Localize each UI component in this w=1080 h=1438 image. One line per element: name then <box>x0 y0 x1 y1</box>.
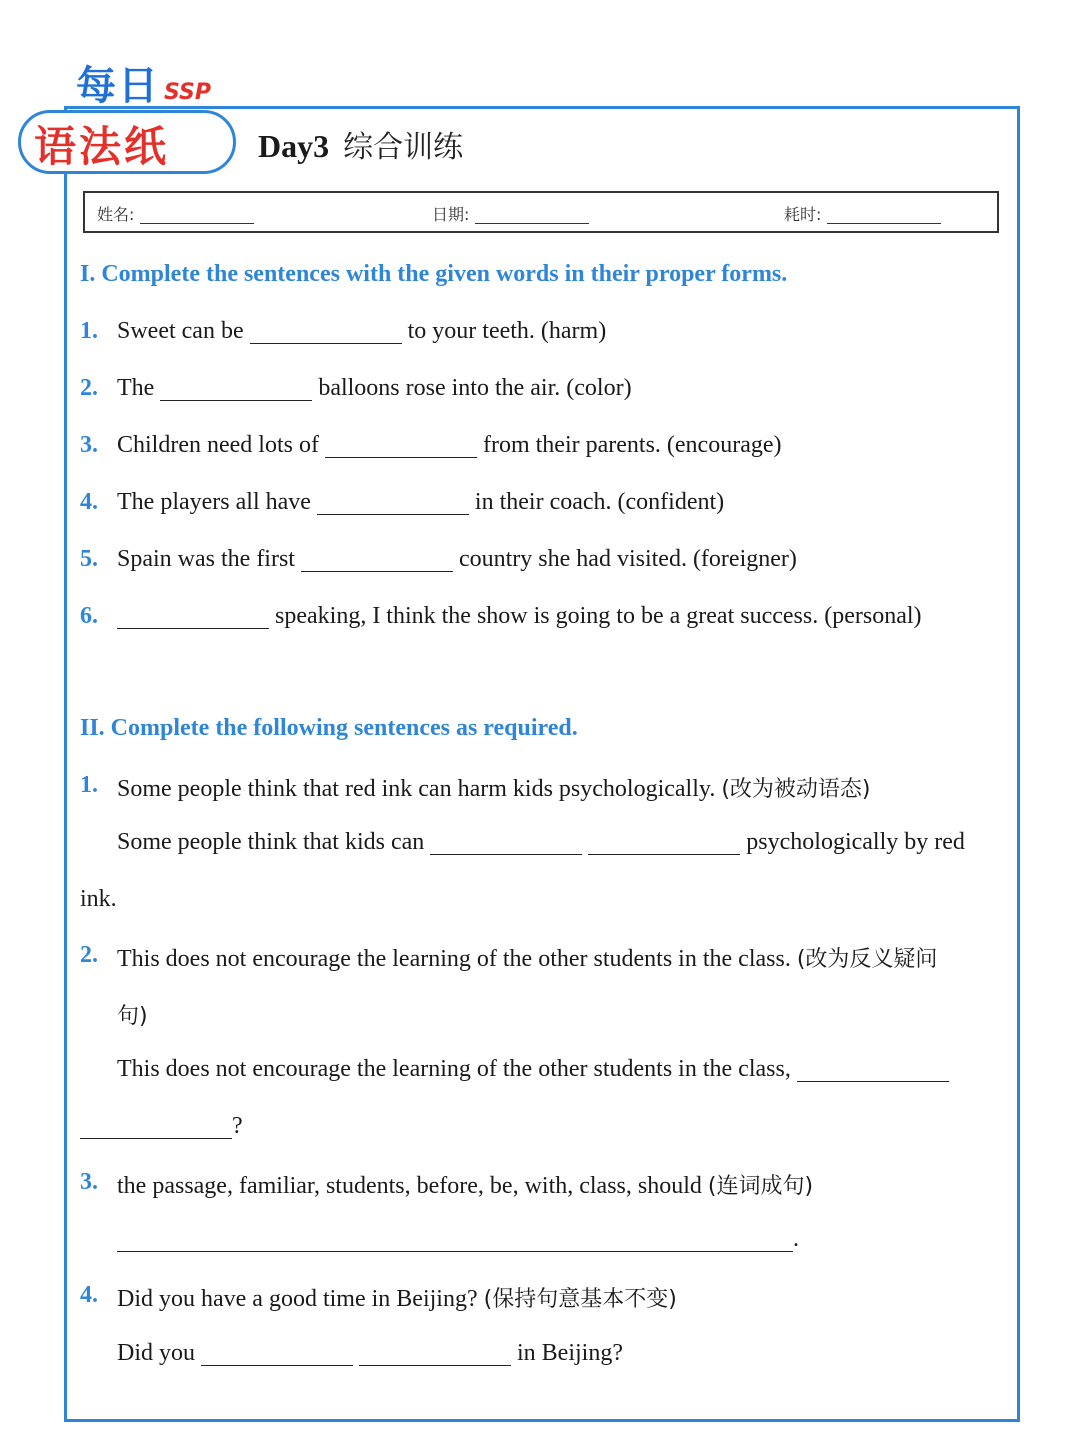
answer-blank[interactable] <box>117 1229 793 1252</box>
s2-q1-answer-wrap: ink. <box>80 886 117 912</box>
s2-q1-num: 1. <box>80 772 98 798</box>
answer-blank[interactable] <box>117 606 269 629</box>
page-frame <box>64 106 1020 1422</box>
s2-q4-answer: Did you in Beijing? <box>117 1340 623 1366</box>
s2-q2-answer-wrap: ? <box>80 1113 243 1140</box>
name-field[interactable]: 姓名: <box>97 202 254 225</box>
answer-blank[interactable] <box>797 1059 949 1082</box>
day-label: Day3 <box>258 128 330 164</box>
s2-q2-prompt: This does not encourage the learning of the other students in the class. (改为反义疑问 <box>117 946 938 972</box>
answer-blank[interactable] <box>430 832 582 855</box>
answer-blank[interactable] <box>359 1343 511 1366</box>
s1-q2-num: 2. <box>80 375 98 401</box>
section1-title: I. Complete the sentences with the given words in their proper forms. <box>80 261 788 287</box>
answer-blank[interactable] <box>80 1116 232 1139</box>
s1-q5: Spain was the first country she had visited. (foreigner) <box>117 546 797 572</box>
time-field[interactable]: 耗时: <box>784 202 941 225</box>
logo-main-text: 语法纸 <box>34 122 170 171</box>
s2-q4-prompt: Did you have a good time in Beijing? (保持句意基本不变) <box>117 1286 677 1312</box>
title-subtitle: 综合训练 <box>343 130 464 165</box>
answer-blank[interactable] <box>325 435 477 458</box>
answer-blank[interactable] <box>301 549 453 572</box>
s1-q6: speaking, I think the show is going to be a great success. (personal) <box>117 603 922 630</box>
answer-blank[interactable] <box>317 492 469 515</box>
logo-top: 每日 SSP <box>76 63 212 109</box>
s1-q3-num: 3. <box>80 432 98 458</box>
s2-q3-prompt: the passage, familiar, students, before, be, with, class, should (连词成句) <box>117 1173 814 1199</box>
s2-q2-answer: This does not encourage the learning of the other students in the class, <box>117 1056 949 1083</box>
logo <box>12 50 242 190</box>
section2-title: II. Complete the following sentences as required. <box>80 715 578 741</box>
answer-blank[interactable] <box>201 1343 353 1366</box>
answer-blank[interactable] <box>588 832 740 855</box>
page-title <box>258 122 463 166</box>
answer-blank[interactable] <box>160 378 312 401</box>
s1-q3: Children need lots of from their parents. (encourage) <box>117 432 782 458</box>
s2-q4-num: 4. <box>80 1282 98 1308</box>
s1-q6-num: 6. <box>80 603 98 629</box>
s2-q2-num: 2. <box>80 942 98 968</box>
s1-q1-num: 1. <box>80 318 98 344</box>
s2-q2-prompt-wrap: 句) <box>117 1004 148 1029</box>
s2-q3-num: 3. <box>80 1169 98 1195</box>
s2-q3-answer: . <box>117 1226 799 1253</box>
s1-q1: Sweet can be to your teeth. (harm) <box>117 318 607 344</box>
answer-blank[interactable] <box>250 321 402 344</box>
s1-q4: The players all have in their coach. (confident) <box>117 489 725 515</box>
s2-q1-prompt: Some people think that red ink can harm kids psychologically. (改为被动语态) <box>117 776 871 802</box>
s1-q4-num: 4. <box>80 489 98 515</box>
s2-q1-answer: Some people think that kids can psychologically by red <box>117 829 965 855</box>
s1-q5-num: 5. <box>80 546 98 572</box>
s1-q2: The balloons rose into the air. (color) <box>117 375 632 401</box>
date-field[interactable]: 日期: <box>432 202 589 225</box>
